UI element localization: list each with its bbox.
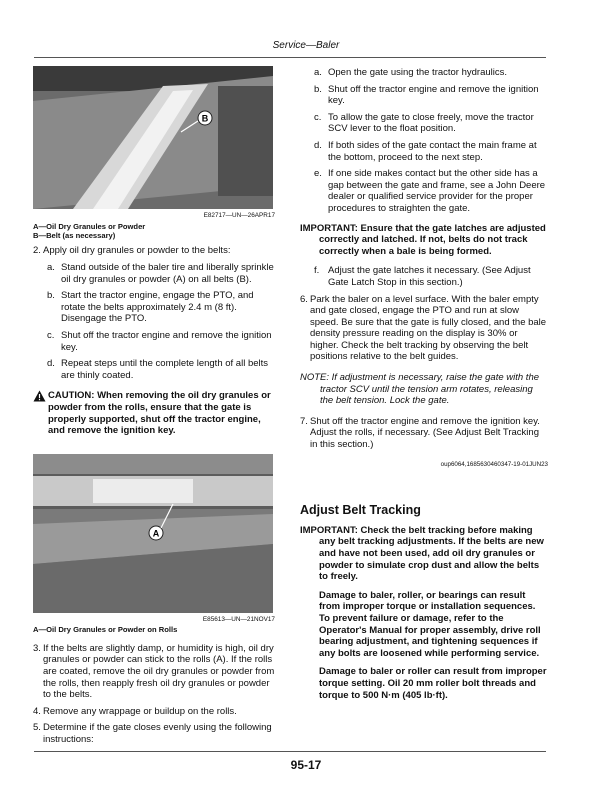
step-5e: e. If one side makes contact but the other side has a gap between the gate and frame, see a John Deere dealer or qualified service provider for the proper procedures to straighten the gate.: [314, 168, 546, 214]
step-5a: a. Open the gate using the tractor hydraulics.: [314, 67, 508, 78]
photo2-code: E85613—UN—21NOV17: [202, 615, 275, 623]
step-2d: d. Repeat steps until the complete length of all belts are thinly coated.: [47, 358, 269, 381]
step-4: 4. Remove any wrappage or buildup on the rolls.: [33, 705, 237, 717]
step-5d: d. If both sides of the gate contact the main frame at the bottom, proceed to the next step.: [314, 139, 537, 163]
header-rule: [34, 57, 546, 58]
step-5c: c. To allow the gate to close freely, move the tractor SCV lever to the float position.: [314, 111, 534, 135]
step-6: 6. Park the baler on a level surface. With the baler empty and gate closed, engage the PTO and run at slow speed. Be sure that the gate is fully closed, and the bale density pressure reading on the display is 30% or higher. Check the belt tracking by observing the belt positions relative to the belt guides.: [300, 293, 547, 363]
warning-icon: [33, 390, 48, 436]
footer-rule: [34, 751, 546, 752]
step-7: 7. Shut off the tractor engine and remove the ignition key. Adjust the rolls, if necessary. (See Adjust Belt Tracking in this section.): [300, 415, 540, 451]
step-2: 2. Apply oil dry granules or powder to the belts:: [33, 245, 231, 257]
left-column: [33, 66, 277, 745]
belt-photo: [33, 66, 273, 209]
caution-block: [33, 390, 277, 436]
step-2c: c. Shut off the tractor engine and remove the ignition key.: [47, 329, 272, 353]
rolls-photo-image: [33, 454, 273, 613]
page-number: 95-17: [290, 758, 322, 772]
photo1-caption-b: B—Belt (as necessary): [33, 231, 116, 240]
callout-b-label: B: [201, 113, 209, 124]
photo2-caption: A—Oil Dry Granules or Powder on Rolls: [33, 625, 178, 635]
document-id: oup6064,1685630460347-19-01JUN23: [440, 460, 548, 468]
important-latches: IMPORTANT: Ensure that the gate latches are adjusted correctly and latched. If not, belts do not track correctly when a bale is being formed.: [300, 222, 546, 257]
step-5: 5. Determine if the gate closes evenly using the following instructions:: [33, 722, 272, 745]
belt-photo-image: [33, 66, 273, 209]
photo1-code: E82717—UN—26APR17: [203, 212, 275, 219]
section-heading: Adjust Belt Tracking: [300, 503, 421, 518]
page-header: Service—Baler: [272, 40, 340, 51]
step-2a: a. Stand outside of the baler tire and liberally sprinkle oil dry granules or powder (A) on all belts (B).: [47, 262, 274, 285]
right-column: [300, 67, 548, 701]
step-3: 3. If the belts are slightly damp, or humidity is high, oil dry granules or powder can stick to the rolls (A). If the rolls are coated, remove the oil dry granules or powder from the rolls, then reapply fresh oil dry granules or powder to the belts.: [33, 642, 275, 701]
damage-paragraph-1: Damage to baler, roller, or bearings can result from improper torque or installation sequences. To prevent failure or damage, refer to the Operator's Manual for proper assembly, drive roll bearing adjustment, and tightening sequences if any bolts are loosened while performing service.: [319, 589, 541, 659]
damage-paragraph-2: Damage to baler or roller can result from improper torque setting. Oil 20 mm roller bolt threads and torque to 500 N·m (405 lb·ft).: [319, 666, 547, 701]
important-tracking: IMPORTANT: Check the belt tracking before making any belt tracking adjustments. If the belts are new and have not been used, add oil dry granules or powder to simulate crop dust and allow the belts to freely.: [300, 524, 544, 583]
step-5f: f. Adjust the gate latches it necessary. (See Adjust Gate Latch Stop in this section.): [314, 265, 531, 288]
note-adjustment: NOTE: If adjustment is necessary, raise the gate with the tractor SCV until the tension arm rotates, releasing the belt tension. Lock the gate.: [300, 372, 540, 407]
photo1-caption-a: A—Oil Dry Granules or Powder: [33, 221, 146, 231]
step-2b: b. Start the tractor engine, engage the PTO, and rotate the belts approximately 2.4 m (8 ft). Disengage the PTO.: [47, 290, 254, 325]
step-5b: b. Shut off the tractor engine and remove the ignition key.: [314, 83, 539, 107]
callout-a-label: A: [152, 528, 160, 539]
caution-text: CAUTION: When removing the oil dry granules or powder from the rolls, ensure that the gate is properly supported, shut off the tractor engine, and remove the ignition key.: [48, 390, 271, 437]
rolls-photo: [33, 454, 273, 613]
